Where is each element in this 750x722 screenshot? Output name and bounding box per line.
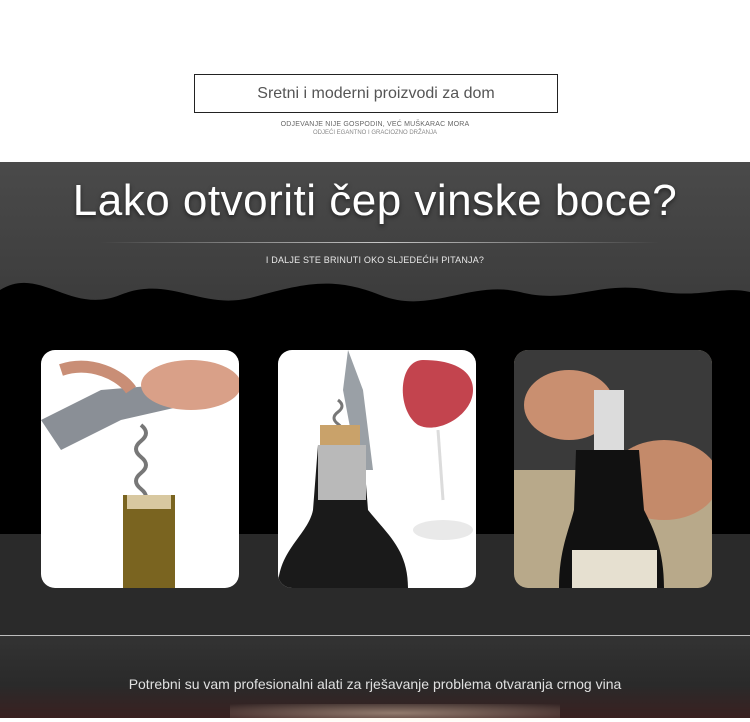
hero-question: I DALJE STE BRINUTI OKO SLJEDEĆIH PITANJA? [265, 255, 485, 265]
headline-divider [100, 242, 660, 243]
footer-text: Potrebni su vam profesionalni alati za rješavanje problema otvaranja crnog vina [128, 676, 622, 692]
subtitle-line-2: ODJEĆI EGANTNO I GRACIOZNO DRŽANJA [312, 130, 437, 136]
product-photo-hands-opening [514, 350, 712, 588]
subtitle-line-1: ODJEVANJE NIJE GOSPODIN, VEĆ MUŠKARAC MORA [280, 121, 470, 128]
section-title-box: Sretni i moderni proizvodi za dom [194, 74, 558, 113]
bottom-glow [230, 704, 560, 722]
hero-headline: Lako otvoriti čep vinske boce? [72, 176, 678, 225]
product-photo-corkscrew-2 [278, 350, 476, 588]
product-photo-corkscrew-1 [41, 350, 239, 588]
